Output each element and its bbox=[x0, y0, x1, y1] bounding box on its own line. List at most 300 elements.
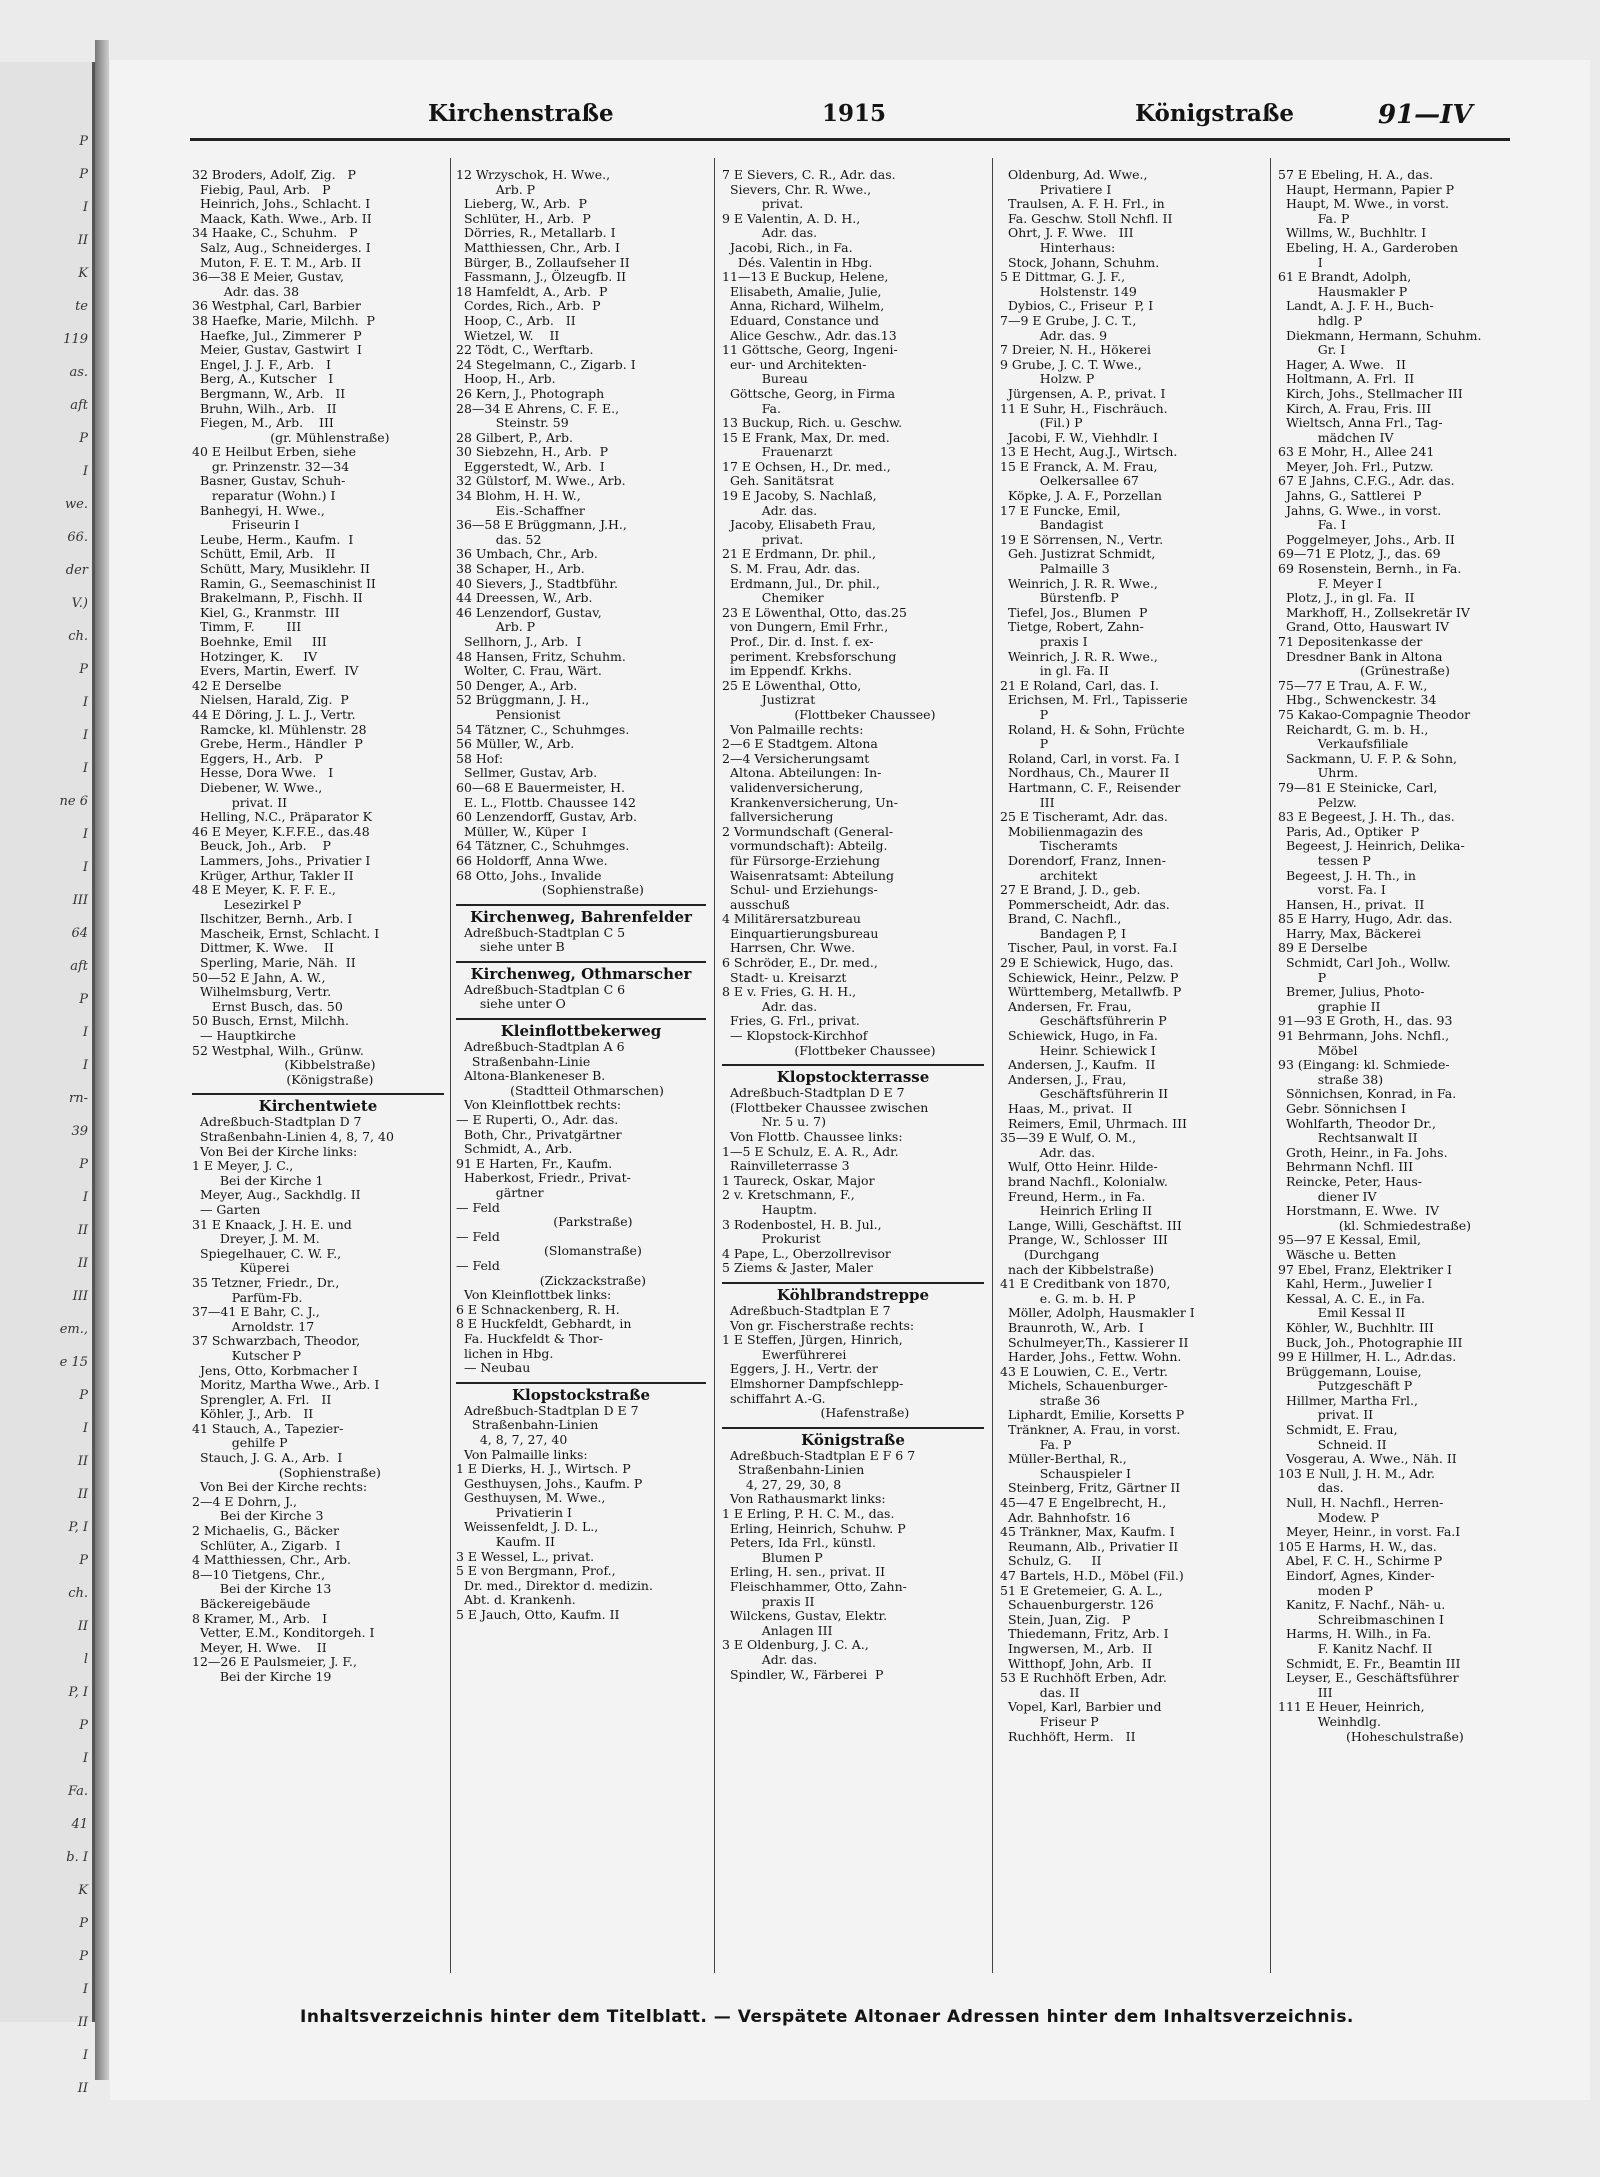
directory-entry: architekt bbox=[1000, 867, 1098, 883]
directory-entry: Bei der Kirche 19 bbox=[192, 1668, 332, 1684]
directory-entry: Lammers, Johs., Privatier I bbox=[192, 852, 371, 868]
directory-entry: Pommerscheidt, Adr. das. bbox=[1000, 896, 1170, 912]
directory-entry: Stadt- u. Kreisarzt bbox=[722, 969, 847, 985]
directory-entry: Von Palmaille rechts: bbox=[722, 721, 864, 737]
directory-entry: Elmshorner Dampfschlepp- bbox=[722, 1375, 904, 1391]
left-margin-mark: ne 6 bbox=[59, 794, 88, 809]
directory-entry: vorst. Fa. I bbox=[1278, 882, 1386, 898]
street-heading: Klopstockterrasse bbox=[722, 1064, 984, 1086]
directory-entry: 23 E Löwenthal, Otto, das.25 bbox=[722, 604, 907, 620]
left-margin-mark: P, I bbox=[68, 1685, 88, 1700]
directory-entry: Arb. P bbox=[456, 619, 536, 635]
directory-entry: Ramcke, kl. Mühlenstr. 28 bbox=[192, 721, 367, 737]
directory-entry: 37—41 E Bahr, C. J., bbox=[192, 1304, 320, 1320]
left-margin-mark: II bbox=[77, 1454, 88, 1469]
directory-entry: Beuck, Joh., Arb. P bbox=[192, 838, 331, 854]
directory-entry: Krankenversicherung, Un- bbox=[722, 794, 898, 810]
directory-entry: Adreßbuch-Stadtplan D E 7 bbox=[722, 1085, 905, 1101]
directory-entry: Bäckereigebäude bbox=[192, 1596, 311, 1611]
directory-entry: Hausmakler P bbox=[1278, 283, 1408, 299]
directory-entry: 93 (Eingang: kl. Schmiede- bbox=[1278, 1057, 1450, 1073]
directory-entry: Nr. 5 u. 7) bbox=[722, 1114, 826, 1130]
header-left-street: Kirchenstraße bbox=[428, 100, 614, 127]
left-margin-mark: ch. bbox=[68, 1586, 88, 1601]
directory-entry: Nielsen, Harald, Zig. P bbox=[192, 692, 349, 708]
directory-entry: Fassmann, J., Ölzeugfb. II bbox=[456, 269, 627, 285]
directory-entry: 38 Schaper, H., Arb. bbox=[456, 561, 585, 577]
directory-entry: Harrsen, Chr. Wwe. bbox=[722, 940, 856, 956]
directory-entry: Poggelmeyer, Johs., Arb. II bbox=[1278, 531, 1455, 547]
directory-entry: Kahl, Herm., Juwelier I bbox=[1278, 1276, 1433, 1292]
directory-entry: Schulz, G. II bbox=[1000, 1553, 1102, 1569]
directory-entry: 41 Stauch, A., Tapezier- bbox=[192, 1420, 344, 1436]
directory-entry: Erichsen, M. Frl., Tapisserie bbox=[1000, 692, 1188, 708]
directory-entry: Boehnke, Emil III bbox=[192, 634, 327, 649]
directory-entry: — Feld bbox=[456, 1199, 500, 1215]
directory-entry: 38 Haefke, Marie, Milchh. P bbox=[192, 312, 375, 328]
directory-entry: Tietge, Robert, Zahn- bbox=[1000, 619, 1144, 635]
directory-entry: 35—39 E Wulf, O. M., bbox=[1000, 1130, 1137, 1146]
cross-street-note: (Stadtteil Othmarschen) bbox=[498, 1082, 664, 1098]
directory-entry: Reimers, Emil, Uhrmach. III bbox=[1000, 1115, 1187, 1131]
directory-entry: Küperei bbox=[192, 1260, 290, 1276]
directory-entry: Reumann, Alb., Privatier II bbox=[1000, 1538, 1179, 1554]
directory-entry: Wilckens, Gustav, Elektr. bbox=[722, 1608, 888, 1624]
directory-entry: — Neubau bbox=[456, 1360, 531, 1376]
directory-entry: Bremer, Julius, Photo- bbox=[1278, 984, 1425, 1000]
directory-entry: Landt, A. J. F. H., Buch- bbox=[1278, 298, 1434, 314]
directory-entry: 30 Siebzehn, H., Arb. P bbox=[456, 444, 609, 460]
directory-entry: Frauenarzt bbox=[722, 444, 833, 460]
directory-entry: Peters, Ida Frl., künstl. bbox=[722, 1535, 876, 1551]
left-margin-mark: I bbox=[82, 1058, 88, 1073]
cross-street-note: (Slomanstraße) bbox=[520, 1243, 642, 1259]
directory-entry: Buck, Joh., Photographie III bbox=[1278, 1334, 1463, 1350]
directory-entry: Holtmann, A. Frl. II bbox=[1278, 371, 1415, 387]
left-margin-mark: I bbox=[82, 1982, 88, 1997]
directory-entry: Begeest, J. H. Th., in bbox=[1278, 867, 1416, 883]
directory-entry: Bureau bbox=[722, 371, 808, 387]
left-margin-mark: I bbox=[82, 761, 88, 776]
left-margin-mark: I bbox=[82, 1421, 88, 1436]
directory-entry: 11 E Suhr, H., Fischräuch. bbox=[1000, 400, 1168, 416]
directory-entry: das. bbox=[1278, 1480, 1344, 1496]
directory-entry: Prokurist bbox=[722, 1231, 821, 1247]
directory-entry: 41 E Creditbank von 1870, bbox=[1000, 1276, 1171, 1292]
directory-entry: 89 E Derselbe bbox=[1278, 940, 1368, 956]
directory-entry: 91 E Harten, Fr., Kaufm. bbox=[456, 1155, 613, 1171]
directory-entry: Waisenratsamt: Abteilung bbox=[722, 867, 894, 883]
directory-entry: 46 E Meyer, K.F.F.E., das.48 bbox=[192, 823, 370, 839]
directory-entry: das. 52 bbox=[456, 531, 542, 547]
directory-entry: Prange, W., Schlosser III bbox=[1000, 1232, 1168, 1248]
directory-entry: Meyer, Heinr., in vorst. Fa.I bbox=[1278, 1524, 1461, 1540]
directory-entry: Jahns, G., Sattlerei P bbox=[1278, 488, 1422, 504]
directory-entry: Moritz, Martha Wwe., Arb. I bbox=[192, 1377, 380, 1393]
directory-entry: Hoop, H., Arb. bbox=[456, 371, 556, 387]
directory-entry: mädchen IV bbox=[1278, 429, 1394, 445]
directory-entry: Von Palmaille links: bbox=[456, 1446, 588, 1462]
directory-entry: Modew. P bbox=[1278, 1509, 1380, 1525]
left-margin-mark: II bbox=[77, 1223, 88, 1238]
directory-entry: Bürger, B., Zollaufseher II bbox=[456, 254, 630, 270]
directory-entry: 75—77 E Trau, A. F. W., bbox=[1278, 677, 1428, 693]
left-margin-mark: em., bbox=[59, 1322, 88, 1337]
directory-column-4 bbox=[1000, 168, 1262, 1968]
directory-entry: Diebener, W. Wwe., bbox=[192, 779, 323, 795]
directory-entry: praxis II bbox=[722, 1593, 815, 1609]
directory-entry: Haefke, Jul., Zimmerer P bbox=[192, 327, 362, 343]
directory-entry: Schauenburgerstr. 126 bbox=[1000, 1597, 1154, 1613]
directory-entry: 83 E Begeest, J. H. Th., das. bbox=[1278, 809, 1455, 825]
directory-entry: Straßenbahn-Linien bbox=[722, 1462, 865, 1478]
directory-entry: Straßenbahn-Linie bbox=[456, 1053, 591, 1069]
directory-entry: Adreßbuch-Stadtplan C 5 bbox=[456, 924, 626, 940]
directory-entry: gehilfe P bbox=[192, 1435, 288, 1451]
directory-entry: Plotz, J., in gl. Fa. II bbox=[1278, 590, 1415, 606]
directory-entry: 50 Busch, Ernst, Milchh. bbox=[192, 1013, 349, 1029]
directory-entry: Stauch, J. G. A., Arb. I bbox=[192, 1450, 343, 1466]
left-margin-mark: 64 bbox=[71, 926, 88, 941]
directory-entry: diener IV bbox=[1278, 1188, 1377, 1204]
directory-entry: Sperling, Marie, Näh. II bbox=[192, 955, 356, 971]
column-divider bbox=[1270, 158, 1271, 1973]
directory-entry: Schmidt, Carl Joh., Wollw. bbox=[1278, 955, 1451, 971]
directory-entry: Göttsche, Georg, in Firma bbox=[722, 385, 896, 401]
cross-street-note: (Parkstraße) bbox=[529, 1214, 633, 1230]
directory-entry: 79—81 E Steinicke, Carl, bbox=[1278, 779, 1438, 795]
directory-entry: Nordhaus, Ch., Maurer II bbox=[1000, 765, 1170, 781]
directory-entry: Friseurin I bbox=[192, 517, 300, 533]
directory-entry: Schmidt, E. Frau, bbox=[1278, 1422, 1398, 1438]
directory-entry: Anlagen III bbox=[722, 1622, 833, 1638]
left-margin-mark: rn- bbox=[69, 1091, 88, 1106]
left-margin-mark: b. I bbox=[66, 1850, 88, 1865]
left-margin-mark: e 15 bbox=[59, 1355, 88, 1370]
directory-entry: 3 E Oldenburg, J. C. A., bbox=[722, 1637, 869, 1653]
directory-entry: (Flottbeker Chaussee zwischen bbox=[722, 1099, 929, 1115]
directory-entry: 48 Hansen, Fritz, Schuhm. bbox=[456, 648, 626, 664]
directory-entry: Dorendorf, Franz, Innen- bbox=[1000, 852, 1166, 868]
directory-entry: E. L., Flottb. Chaussee 142 bbox=[456, 794, 637, 810]
directory-entry: Adr. das. 9 bbox=[1000, 327, 1108, 343]
directory-entry: 7—9 E Grube, J. C. T., bbox=[1000, 312, 1137, 328]
directory-entry: Bei der Kirche 13 bbox=[192, 1581, 332, 1597]
directory-entry: für Fürsorge-Erziehung bbox=[722, 852, 881, 868]
directory-entry: 44 Dreessen, W., Arb. bbox=[456, 590, 593, 606]
directory-entry: 11—13 E Buckup, Helene, bbox=[722, 269, 889, 285]
directory-entry: Adreßbuch-Stadtplan D 7 bbox=[192, 1114, 362, 1130]
directory-entry: Abel, F. C. H., Schirme P bbox=[1278, 1553, 1443, 1569]
directory-entry: 25 E Tischeramt, Adr. das. bbox=[1000, 809, 1168, 825]
directory-entry: Jacoby, Elisabeth Frau, bbox=[722, 517, 876, 533]
directory-entry: Von gr. Fischerstraße rechts: bbox=[722, 1317, 915, 1333]
directory-entry: Banhegyi, H. Wwe., bbox=[192, 502, 325, 518]
directory-entry: praxis I bbox=[1000, 634, 1088, 649]
directory-entry: Reichardt, G. m. b. H., bbox=[1278, 721, 1429, 737]
directory-entry: Both, Chr., Privatgärtner bbox=[456, 1126, 622, 1142]
directory-entry: Hauptm. bbox=[722, 1201, 817, 1217]
directory-entry: Krüger, Arthur, Takler II bbox=[192, 867, 354, 883]
directory-entry: privat. II bbox=[1278, 1407, 1374, 1423]
directory-entry: 67 E Jahns, C.F.G., Adr. das. bbox=[1278, 473, 1455, 489]
left-margin-mark: K bbox=[78, 1883, 88, 1898]
directory-entry: Hartmann, C. F., Reisender bbox=[1000, 779, 1181, 795]
directory-entry: Timm, F. III bbox=[192, 619, 302, 635]
cross-street-note: (Kibbelstraße) bbox=[260, 1057, 376, 1073]
directory-entry: Straßenbahn-Linien bbox=[456, 1417, 599, 1433]
directory-entry: — Garten bbox=[192, 1201, 261, 1217]
directory-entry: Parfüm-Fb. bbox=[192, 1289, 303, 1305]
directory-entry: 19 E Sörrensen, N., Vertr. bbox=[1000, 531, 1164, 547]
directory-entry: Justizrat bbox=[722, 692, 816, 708]
directory-entry: Straßenbahn-Linien 4, 8, 7, 40 bbox=[192, 1129, 394, 1144]
directory-entry: Vopel, Karl, Barbier und bbox=[1000, 1699, 1162, 1715]
street-heading: Kirchenweg, Bahrenfelder bbox=[456, 904, 706, 926]
directory-entry: Roland, H. & Sohn, Früchte bbox=[1000, 721, 1185, 737]
directory-entry: Alice Geschw., Adr. das.13 bbox=[722, 327, 897, 343]
directory-entry: III bbox=[1000, 794, 1055, 810]
directory-entry: 58 Hof: bbox=[456, 750, 504, 766]
directory-entry: Meyer, Aug., Sackhdlg. II bbox=[192, 1187, 361, 1203]
directory-entry: 31 E Knaack, J. H. E. und bbox=[192, 1216, 352, 1232]
directory-entry: Kaufm. II bbox=[456, 1534, 555, 1550]
directory-entry: Tischer, Paul, in vorst. Fa.I bbox=[1000, 940, 1178, 956]
directory-entry: 12—26 E Paulsmeier, J. F., bbox=[192, 1654, 358, 1670]
directory-entry: 32 Broders, Adolf, Zig. P bbox=[192, 167, 356, 182]
directory-entry: Holstenstr. 149 bbox=[1000, 283, 1137, 299]
directory-entry: ausschuß bbox=[722, 896, 790, 912]
directory-entry: Thiedemann, Fritz, Arb. I bbox=[1000, 1626, 1169, 1642]
directory-entry: Witthopf, John, Arb. II bbox=[1000, 1655, 1152, 1671]
directory-entry: Weinhdlg. bbox=[1278, 1713, 1382, 1729]
directory-entry: 32 Gülstorf, M. Wwe., Arb. bbox=[456, 473, 626, 489]
directory-entry: 4 Pape, L., Oberzollrevisor bbox=[722, 1245, 891, 1261]
directory-entry: Geschäftsführerin P bbox=[1000, 1013, 1167, 1029]
directory-entry: 2 v. Kretschmann, F., bbox=[722, 1187, 855, 1203]
directory-entry: Dresdner Bank in Altona bbox=[1278, 648, 1443, 664]
directory-entry: Tischeramts bbox=[1000, 838, 1118, 854]
left-margin-mark: as. bbox=[69, 365, 88, 380]
directory-entry: 53 E Ruchhöft Erben, Adr. bbox=[1000, 1670, 1167, 1686]
directory-entry: Pensionist bbox=[456, 706, 561, 722]
directory-entry: Kiel, G., Kranmstr. III bbox=[192, 604, 340, 620]
directory-entry: Erling, Heinrich, Schuhw. P bbox=[722, 1520, 906, 1536]
directory-entry: Bergmann, W., Arb. II bbox=[192, 385, 346, 401]
directory-entry: 91—93 E Groth, H., das. 93 bbox=[1278, 1013, 1453, 1029]
directory-entry: 8 E v. Fries, G. H. H., bbox=[722, 984, 857, 1000]
directory-entry: Jacobi, Rich., in Fa. bbox=[722, 239, 853, 255]
directory-entry: Andersen, Fr. Frau, bbox=[1000, 998, 1132, 1014]
directory-entry: Schiewick, Heinr., Pelzw. P bbox=[1000, 969, 1179, 985]
directory-entry: Heinr. Schiewick I bbox=[1000, 1042, 1156, 1058]
directory-entry: Kessal, A. C. E., in Fa. bbox=[1278, 1290, 1425, 1306]
directory-entry: Evers, Martin, Ewerf. IV bbox=[192, 663, 359, 679]
directory-entry: 71 Depositenkasse der bbox=[1278, 634, 1423, 649]
directory-entry: Dreyer, J. M. M. bbox=[192, 1231, 320, 1247]
directory-entry: 17 E Funcke, Emil, bbox=[1000, 502, 1121, 518]
directory-entry: Adr. das. 38 bbox=[192, 283, 300, 299]
directory-entry: Tränkner, A. Frau, in vorst. bbox=[1000, 1422, 1181, 1438]
left-margin-mark: II bbox=[77, 2081, 88, 2096]
directory-entry: graphie II bbox=[1278, 998, 1381, 1014]
directory-entry: 60—68 E Bauermeister, H. bbox=[456, 779, 625, 795]
directory-entry: 2—4 Versicherungsamt bbox=[722, 750, 870, 766]
directory-entry: Privatierin I bbox=[456, 1504, 572, 1520]
directory-entry: Harry, Max, Bäckerei bbox=[1278, 925, 1421, 941]
directory-entry: Eis.-Schaffner bbox=[456, 502, 585, 518]
directory-entry: straße 36 bbox=[1000, 1392, 1101, 1408]
directory-entry: Vosgerau, A. Wwe., Näh. II bbox=[1278, 1451, 1457, 1467]
directory-entry: 36—58 E Brüggmann, J.H., bbox=[456, 517, 627, 533]
directory-entry: 9 E Valentin, A. D. H., bbox=[722, 210, 861, 226]
directory-entry: Horstmann, E. Wwe. IV bbox=[1278, 1203, 1440, 1219]
directory-entry: Württemberg, Metallwfb. P bbox=[1000, 984, 1182, 1000]
directory-entry: Adr. das. bbox=[722, 502, 818, 518]
cross-street-note: (Zickzackstraße) bbox=[515, 1272, 647, 1288]
directory-entry: Leyser, E., Geschäftsführer bbox=[1278, 1670, 1459, 1686]
cross-street-note: (Hafenstraße) bbox=[796, 1405, 910, 1421]
directory-entry: Steinberg, Fritz, Gärtner II bbox=[1000, 1480, 1181, 1496]
directory-entry: 44 E Döring, J. L. J., Vertr. bbox=[192, 706, 356, 722]
directory-entry: Matthiessen, Chr., Arb. I bbox=[456, 239, 620, 255]
directory-entry: Eggers, H., Arb. P bbox=[192, 750, 323, 766]
directory-entry: Stock, Johann, Schuhm. bbox=[1000, 254, 1160, 270]
directory-entry: 61 E Brandt, Adolph, bbox=[1278, 269, 1412, 285]
directory-entry: Meyer, H. Wwe. II bbox=[192, 1639, 327, 1655]
directory-entry: Fries, G. Frl., privat. bbox=[722, 1013, 860, 1029]
directory-entry: 2—4 E Dohrn, J., bbox=[192, 1493, 298, 1509]
cross-street-note: (Flottbeker Chaussee) bbox=[770, 706, 936, 722]
directory-entry: Adreßbuch-Stadtplan C 6 bbox=[456, 981, 626, 997]
directory-entry: 37 Schwarzbach, Theodor, bbox=[192, 1333, 361, 1349]
directory-entry: Oelkersallee 67 bbox=[1000, 473, 1139, 489]
directory-entry: 8 Kramer, M., Arb. I bbox=[192, 1610, 328, 1626]
directory-entry: F. Meyer I bbox=[1278, 575, 1382, 591]
directory-entry: Roland, Carl, in vorst. Fa. I bbox=[1000, 750, 1180, 766]
directory-entry: Schul- und Erziehungs- bbox=[722, 882, 878, 898]
directory-entry: 35 Tetzner, Friedr., Dr., bbox=[192, 1274, 340, 1290]
directory-entry: Meier, Gustav, Gastwirt I bbox=[192, 342, 362, 358]
directory-entry: 68 Otto, Johs., Invalide bbox=[456, 867, 602, 883]
directory-entry: 4, 27, 29, 30, 8 bbox=[722, 1476, 842, 1492]
directory-entry: Müller-Berthal, R., bbox=[1000, 1451, 1127, 1467]
directory-entry: Meyer, Joh. Frl., Putzw. bbox=[1278, 458, 1434, 474]
directory-entry: 91 Behrmann, Johs. Nchfl., bbox=[1278, 1028, 1450, 1044]
directory-entry: 111 E Heuer, Heinrich, bbox=[1278, 1699, 1425, 1715]
directory-entry: Schlüter, H., Arb. P bbox=[456, 210, 591, 226]
directory-entry: Weissenfeldt, J. D. L., bbox=[456, 1519, 599, 1535]
directory-entry: 5 E Dittmar, G. J. F., bbox=[1000, 269, 1126, 285]
directory-entry: tessen P bbox=[1278, 852, 1371, 868]
directory-entry: 36—38 E Meier, Gustav, bbox=[192, 269, 345, 285]
directory-entry: gärtner bbox=[456, 1185, 544, 1200]
directory-entry: das. II bbox=[1000, 1684, 1080, 1700]
directory-entry: P bbox=[1000, 706, 1049, 722]
directory-entry: 11 Göttsche, Georg, Ingeni- bbox=[722, 342, 898, 358]
directory-entry: Einquartierungsbureau bbox=[722, 925, 879, 941]
directory-entry: Holzw. P bbox=[1000, 371, 1095, 387]
header-year: 1915 bbox=[822, 100, 887, 127]
directory-entry: (Fil.) P bbox=[1000, 415, 1083, 431]
street-heading: Klopstockstraße bbox=[456, 1382, 706, 1404]
directory-entry: Traulsen, A. F. H. Frl., in bbox=[1000, 196, 1165, 212]
directory-entry: Brakelmann, P., Fischh. II bbox=[192, 590, 363, 606]
directory-entry: 43 E Louwien, C. E., Vertr. bbox=[1000, 1363, 1168, 1379]
street-heading: Köhlbrandstreppe bbox=[722, 1282, 984, 1304]
directory-entry: Adr. Bahnhofstr. 16 bbox=[1000, 1509, 1131, 1525]
directory-entry: Schneid. II bbox=[1278, 1436, 1387, 1452]
left-margin-mark: I bbox=[82, 860, 88, 875]
directory-entry: Sellhorn, J., Arb. I bbox=[456, 634, 582, 649]
directory-entry: e. G. m. b. H. P bbox=[1000, 1290, 1136, 1306]
directory-entry: Von Kleinflottbek links: bbox=[456, 1287, 612, 1303]
directory-entry: Rechtsanwalt II bbox=[1278, 1130, 1418, 1146]
directory-entry: F. Kanitz Nachf. II bbox=[1278, 1640, 1433, 1656]
column-divider bbox=[714, 158, 715, 1973]
directory-entry: Lesezirkel P bbox=[192, 896, 302, 912]
directory-entry: 4, 8, 7, 27, 40 bbox=[456, 1431, 568, 1447]
directory-entry: Vetter, E.M., Konditorgeh. I bbox=[192, 1625, 375, 1641]
directory-entry: 26 Kern, J., Photograph bbox=[456, 385, 605, 401]
directory-entry: Muton, F. E. T. M., Arb. II bbox=[192, 254, 362, 270]
directory-entry: Wieltsch, Anna Frl., Tag- bbox=[1278, 415, 1443, 431]
directory-entry: Köhler, J., Arb. II bbox=[192, 1406, 314, 1422]
directory-entry: 18 Hamfeldt, A., Arb. P bbox=[456, 283, 608, 299]
directory-entry: Adr. das. bbox=[722, 1652, 818, 1667]
directory-entry: Blumen P bbox=[722, 1549, 823, 1565]
directory-entry: Hotzinger, K. IV bbox=[192, 648, 318, 664]
directory-entry: Jürgensen, A. P., privat. I bbox=[1000, 385, 1166, 401]
directory-entry: Adreßbuch-Stadtplan E F 6 7 bbox=[722, 1447, 916, 1463]
directory-entry: Chemiker bbox=[722, 590, 824, 606]
directory-entry: 69 Rosenstein, Bernh., in Fa. bbox=[1278, 561, 1462, 577]
directory-entry: 8—10 Tietgens, Chr., bbox=[192, 1566, 326, 1582]
directory-entry: 1 E Erling, P. H. C. M., das. bbox=[722, 1506, 895, 1522]
left-margin-mark: III bbox=[72, 893, 88, 908]
directory-entry: privat. II bbox=[192, 794, 288, 810]
directory-entry: Fa. I bbox=[1278, 517, 1346, 533]
directory-entry: Emil Kessal II bbox=[1278, 1305, 1406, 1321]
header-page-number: 91—IV bbox=[1378, 100, 1473, 130]
directory-entry: 1 E Meyer, J. C., bbox=[192, 1158, 294, 1174]
directory-entry: Ilschitzer, Bernh., Arb. I bbox=[192, 911, 353, 927]
directory-entry: 69—71 E Plotz, J., das. 69 bbox=[1278, 546, 1441, 562]
directory-entry: reparatur (Wohn.) I bbox=[192, 488, 336, 504]
directory-entry: Kirch, A. Frau, Fris. III bbox=[1278, 400, 1432, 416]
directory-entry: 36 Umbach, Chr., Arb. bbox=[456, 546, 598, 562]
directory-entry: moden P bbox=[1278, 1582, 1373, 1598]
directory-entry: gr. Prinzenstr. 32—34 bbox=[192, 458, 350, 474]
directory-entry: privat. bbox=[722, 196, 804, 212]
directory-entry: Wietzel, W. II bbox=[456, 327, 560, 343]
directory-entry: Hager, A. Wwe. II bbox=[1278, 356, 1406, 372]
directory-entry: Schmidt, E. Fr., Beamtin III bbox=[1278, 1655, 1461, 1671]
left-margin-mark: P bbox=[79, 167, 88, 182]
directory-entry: Von Bei der Kirche links: bbox=[192, 1143, 358, 1159]
directory-entry: Schreibmaschinen I bbox=[1278, 1611, 1444, 1627]
directory-entry: Erdmann, Jul., Dr. phil., bbox=[722, 575, 880, 591]
left-margin-mark: 39 bbox=[71, 1124, 88, 1139]
directory-entry: Dybios, C., Friseur P, I bbox=[1000, 298, 1154, 314]
left-margin-mark: P bbox=[79, 134, 88, 149]
directory-entry: 15 E Franck, A. M. Frau, bbox=[1000, 458, 1158, 474]
column-divider bbox=[450, 158, 451, 1973]
directory-column-1 bbox=[192, 168, 444, 1968]
directory-entry: Schütt, Mary, Musiklehr. II bbox=[192, 561, 370, 577]
directory-entry: Sönnichsen, Konrad, in Fa. bbox=[1278, 1086, 1457, 1102]
directory-entry: Dr. med., Direktor d. medizin. bbox=[456, 1577, 653, 1593]
